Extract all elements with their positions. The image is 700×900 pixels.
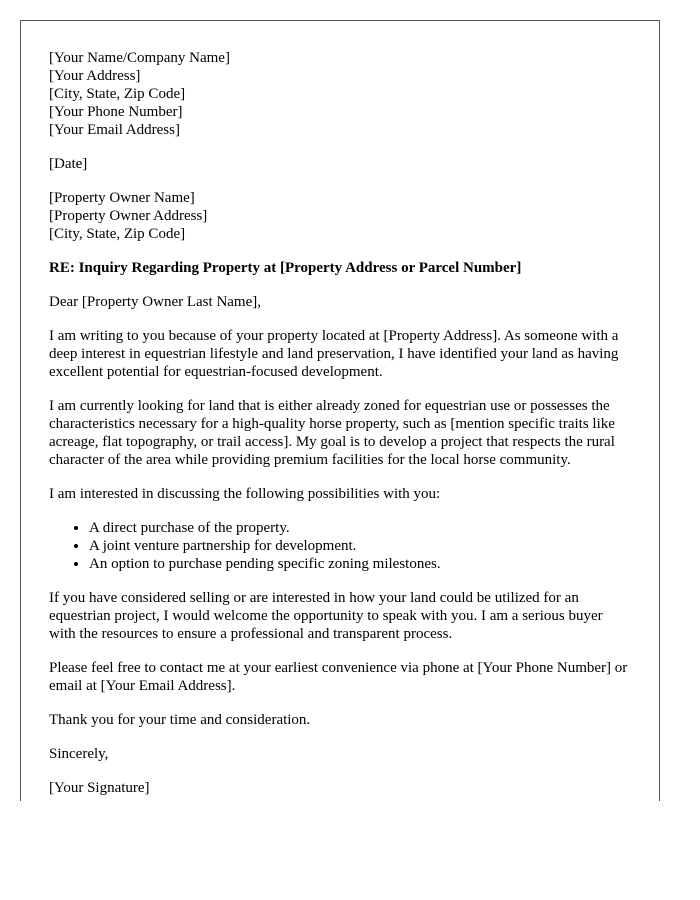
list-item: • A joint venture partnership for development. [89, 537, 631, 555]
list-item: • A direct purchase of the property. [89, 519, 631, 537]
signature-placeholder: [Your Signature] [49, 780, 150, 796]
sign-off: Sincerely, [49, 746, 109, 762]
sender-phone: [Your Phone Number] [49, 104, 183, 120]
salutation: Dear [Property Owner Last Name], [49, 294, 261, 310]
recipient-name: [Property Owner Name] [49, 190, 195, 206]
date-line [49, 155, 631, 173]
letter-page [20, 20, 660, 801]
recipient-city-state-zip: [City, State, Zip Code] [49, 226, 186, 242]
recipient-address: [Property Owner Address] [49, 208, 208, 224]
body-paragraph-contact: Please feel free to contact me at your earliest convenience via phone at [Your Phone Number] or email at [Your Email Address]. [49, 660, 628, 694]
body-paragraph-search: I am currently looking for land that is either already zoned for equestrian use or possesses the characteristics necessary for a high-quality horse property, such as [mention specific traits like acreage, flat topography, or trail access]. My goal is to develop a project that respects the rural character of the area while providing premium facilities for the local horse community. [49, 398, 615, 468]
sender-block [49, 49, 631, 139]
body-paragraph-possibilities-intro: I am interested in discussing the following possibilities with you: [49, 486, 441, 502]
body-paragraph-interest: If you have considered selling or are interested in how your land could be utilized for an equestrian project, I would welcome the opportunity to speak with you. I am a serious buyer with the resources to ensure a professional and transparent process. [49, 590, 603, 642]
letter-date: [Date] [49, 156, 88, 172]
sender-email: [Your Email Address] [49, 122, 180, 138]
body-paragraph-thanks: Thank you for your time and consideration. [49, 712, 311, 728]
sender-address: [Your Address] [49, 68, 141, 84]
sender-name: [Your Name/Company Name] [49, 50, 230, 66]
letter-content [49, 49, 631, 801]
subject-line: RE: Inquiry Regarding Property at [Property Address or Parcel Number] [49, 260, 522, 276]
sender-city-state-zip: [City, State, Zip Code] [49, 86, 186, 102]
recipient-block [49, 189, 631, 243]
body-paragraph-intro: I am writing to you because of your property located at [Property Address]. As someone with a deep interest in equestrian lifestyle and land preservation, I have identified your land as having excellent potential for equestrian-focused development. [49, 328, 619, 380]
possibilities-list [49, 519, 631, 573]
list-item: • An option to purchase pending specific zoning milestones. [89, 555, 631, 573]
